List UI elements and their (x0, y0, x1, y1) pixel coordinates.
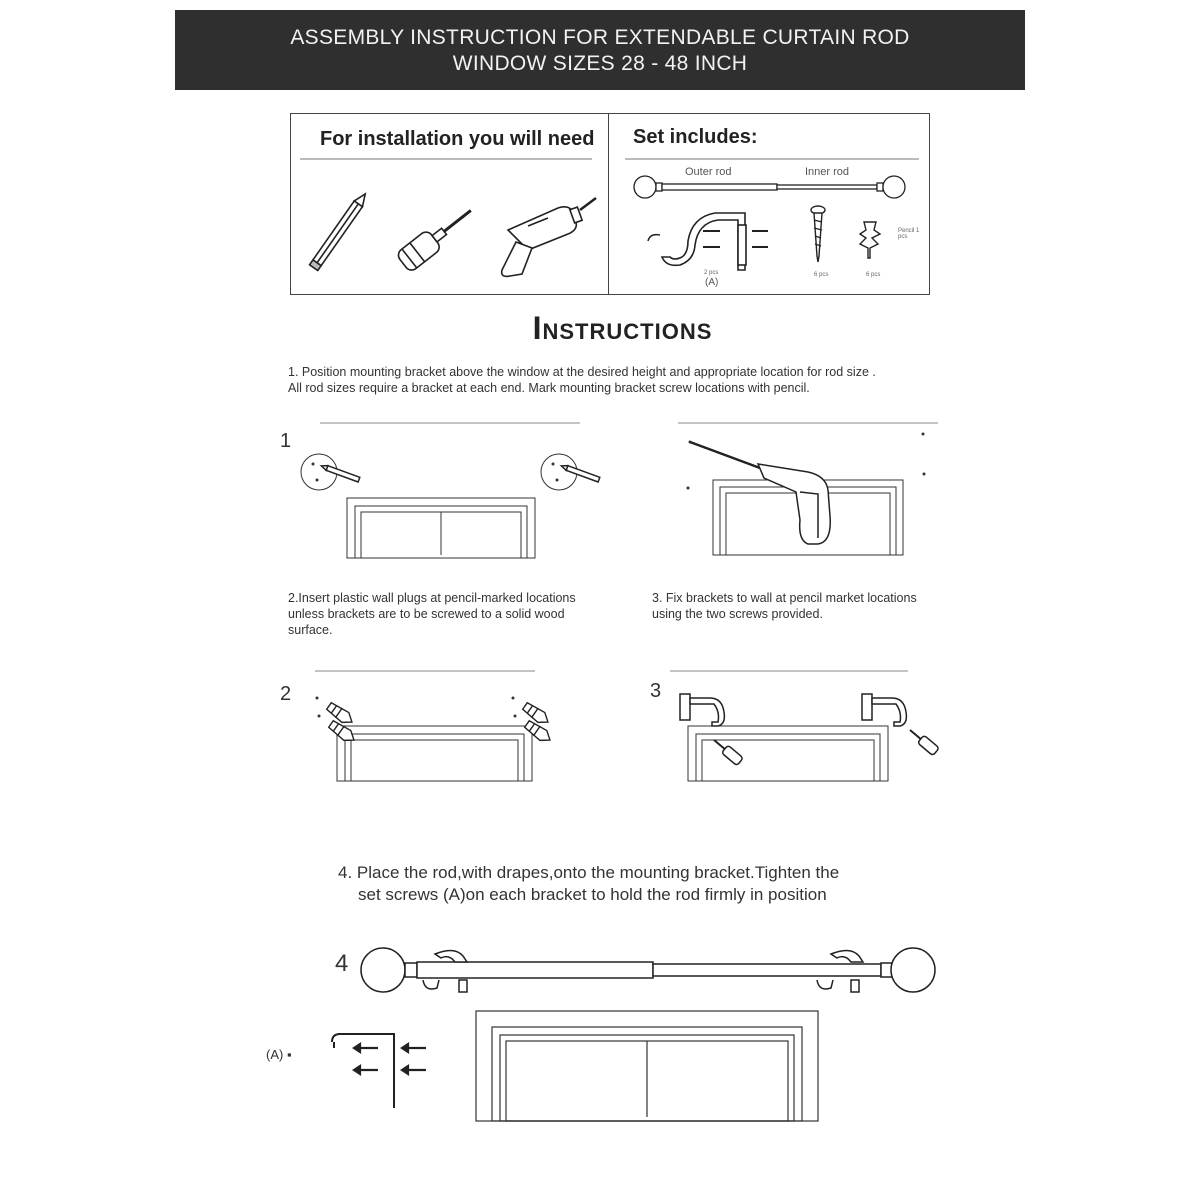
wall-plug-icon (856, 218, 886, 263)
set-includes-rule (625, 158, 925, 160)
set-includes-heading: Set includes: (633, 126, 758, 148)
step4-text (338, 862, 839, 906)
step4-window-illustration (470, 1005, 830, 1120)
screwdriver-icon (388, 195, 488, 280)
pencil-icon (295, 190, 385, 280)
step3-line1: 3. Fix brackets to wall at pencil market locations (652, 591, 917, 605)
step2-text (288, 590, 576, 638)
tools-heading: For installation you will need (320, 128, 595, 150)
step1-line1: 1. Position mounting bracket above the window at the desired height and appropriate location for rod size . (288, 365, 876, 379)
step3-line2: using the two screws provided. (652, 607, 823, 621)
bracket-qty: 2 pcs (704, 270, 719, 276)
header-title-line2: WINDOW SIZES 28 - 48 INCH (452, 52, 748, 75)
inner-rod-label: Inner rod (805, 166, 850, 178)
step1-line2: All rod sizes require a bracket at each end. Mark mounting bracket screw locations with pencil. (288, 381, 810, 395)
step2-line1: 2.Insert plastic wall plugs at pencil-marked locations (288, 591, 576, 605)
step1-text (288, 364, 876, 396)
step4-number: 4 (335, 950, 349, 977)
step2-wall-plugs-illustration (305, 668, 575, 778)
screw-qty: 6 pcs (814, 272, 829, 278)
drill-icon (488, 190, 603, 285)
detail-a-label: (A) ▪ (266, 1047, 292, 1062)
step2-number: 2 (280, 683, 292, 705)
step3-text (652, 590, 917, 622)
rod-set-drawing (630, 172, 910, 202)
instructions-title: Instructions (532, 310, 713, 346)
detail-a-bracket-icon (330, 1030, 440, 1110)
step3-number: 3 (650, 680, 662, 702)
bracket-ref: (A) (705, 277, 719, 288)
step2-line3: surface. (288, 623, 333, 637)
step1-marking-illustration (295, 420, 605, 555)
step2-line2: unless brackets are to be screwed to a solid wood (288, 607, 565, 621)
step4-line1: 4. Place the rod,with drapes,onto the mounting bracket.Tighten the (338, 863, 840, 882)
parts-box-divider (608, 113, 609, 295)
header-title-line1: ASSEMBLY INSTRUCTION FOR EXTENDABLE CURTAIN ROD (290, 26, 910, 49)
tools-heading-rule (300, 158, 600, 160)
step3-brackets-illustration (668, 668, 953, 778)
outer-rod-label: Outer rod (685, 166, 732, 178)
screw-icon (808, 204, 828, 264)
plug-qty: 6 pcs (866, 272, 881, 278)
step1-drilling-illustration (668, 420, 948, 555)
bracket-icon (640, 205, 770, 280)
pencil-qty-label: Pencil 1 pcs (898, 228, 920, 240)
step4-line2: set screws (A)on each bracket to hold the rod firmly in position (358, 885, 827, 904)
step4-rod-illustration (355, 940, 945, 1000)
header-banner (175, 10, 1025, 90)
step1-number: 1 (280, 430, 292, 452)
